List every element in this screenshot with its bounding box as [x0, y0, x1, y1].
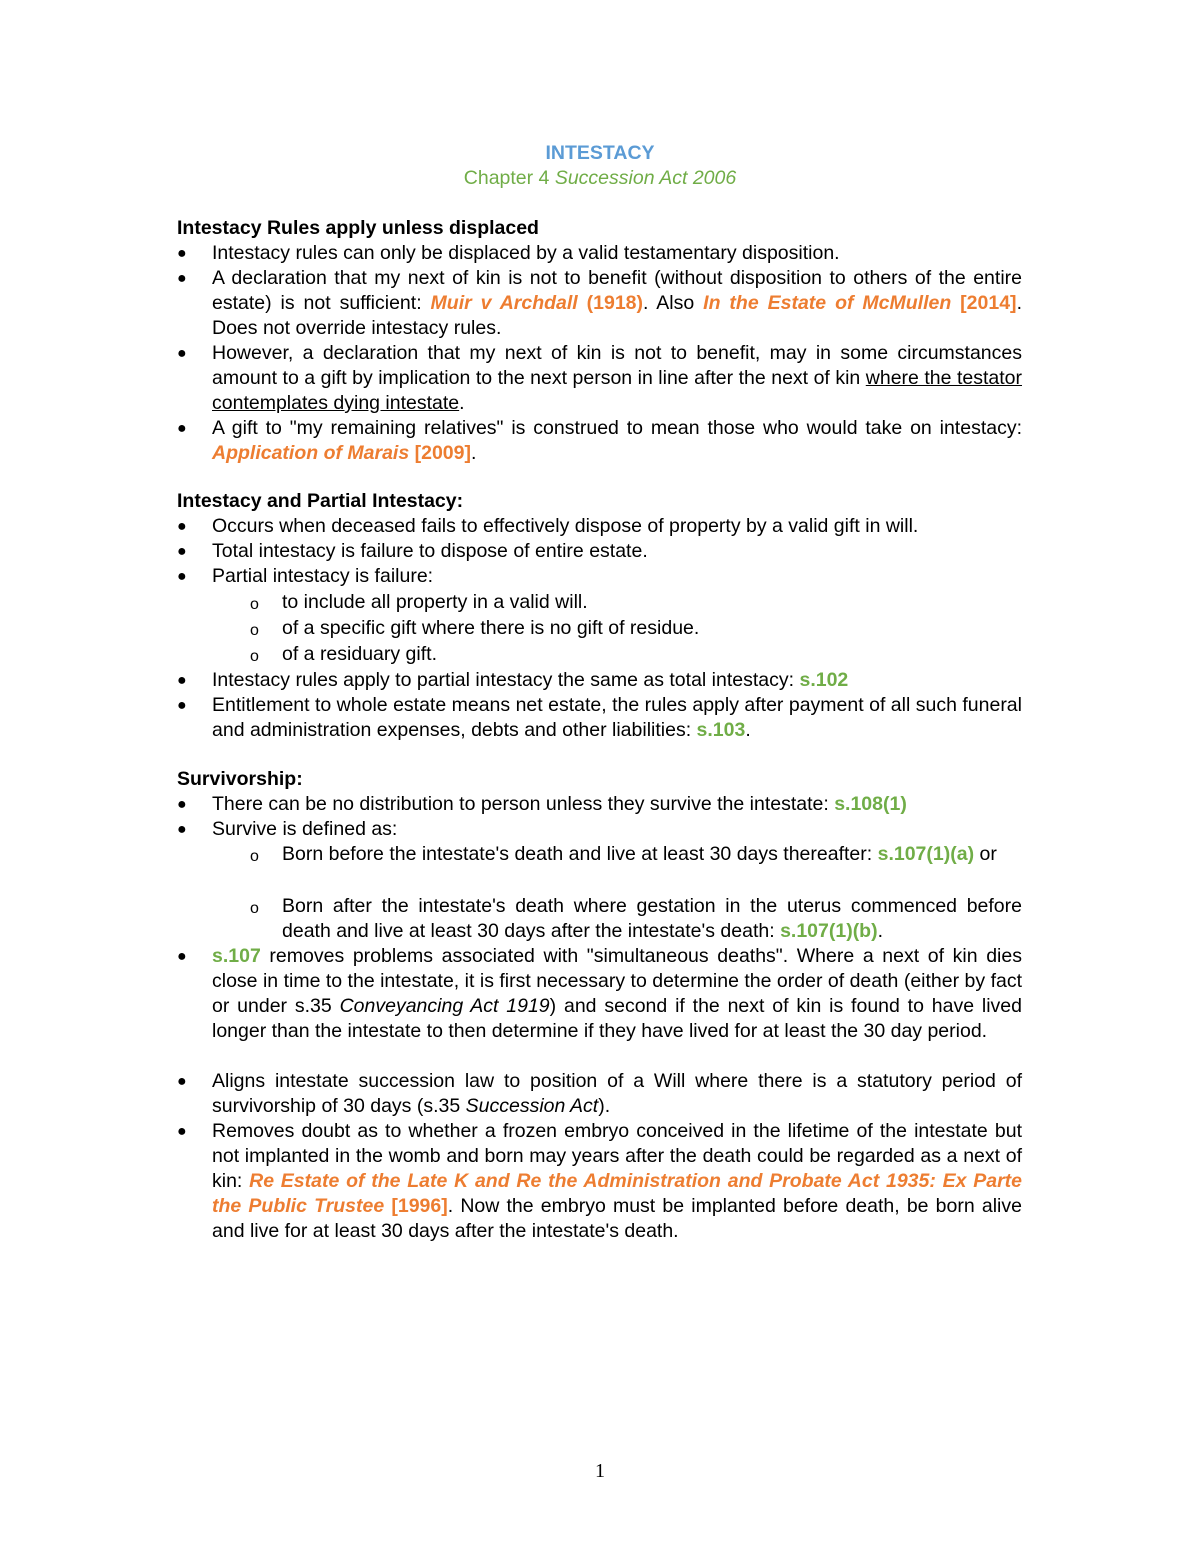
- section-heading-partial: Intestacy and Partial Intestacy:: [177, 490, 464, 512]
- subtitle-act: Succession Act 2006: [554, 167, 737, 189]
- text-run: Intestacy rules apply to partial intestacy the same as total intestacy:: [212, 669, 800, 691]
- act-name: Succession Act: [465, 1095, 599, 1117]
- document-title: INTESTACY: [545, 142, 655, 164]
- section-reference: s.108(1): [834, 793, 907, 815]
- bullet-dot-icon: ●: [177, 568, 187, 585]
- text-run: .: [471, 442, 477, 464]
- circle-o-icon: o: [250, 900, 259, 917]
- bullet-dot-icon: ●: [177, 518, 187, 535]
- case-citation: In the Estate of McMullen: [703, 292, 952, 314]
- case-year: [2009]: [409, 442, 471, 464]
- section-heading-displaced: Intestacy Rules apply unless displaced: [177, 217, 539, 239]
- bullet-dot-icon: ●: [177, 245, 187, 262]
- circle-o-icon: o: [250, 848, 259, 865]
- text-run: Born before the intestate's death and live at least 30 days thereafter:: [282, 843, 878, 865]
- text-run: .: [459, 392, 465, 414]
- section-reference: s.107(1)(a): [877, 843, 975, 865]
- bullet-dot-icon: ●: [177, 1123, 187, 1140]
- text-run: Born after the intestate's death where gestation in the uterus commenced before death and live at least 30 days after the intestate's death:: [282, 895, 1022, 942]
- text-run: Removes doubt as to whether a frozen embryo conceived in the lifetime of the intestate but not implanted in the womb and born may years after the death could be regarded as a next of kin:: [212, 1120, 1022, 1192]
- section-heading-survivorship: Survivorship:: [177, 768, 303, 790]
- list-item-text: [212, 266, 1022, 341]
- bullet-dot-icon: ●: [177, 948, 187, 965]
- bullet-dot-icon: ●: [177, 543, 187, 560]
- case-citation: Application of Marais: [212, 442, 410, 464]
- bullet-dot-icon: ●: [177, 270, 187, 287]
- act-name: Conveyancing Act 1919: [339, 995, 550, 1017]
- document-subtitle: [0, 166, 1200, 191]
- circle-o-icon: o: [250, 648, 259, 665]
- list-item-text: [212, 1069, 1022, 1119]
- list-item-text: Total intestacy is failure to dispose of entire estate.: [212, 540, 648, 562]
- sub-list-item-text: [282, 894, 1022, 944]
- text-run: Aligns intestate succession law to position of a Will where there is a statutory period of survivorship of 30 days (s.35: [212, 1070, 1022, 1117]
- circle-o-icon: o: [250, 622, 259, 639]
- bullet-dot-icon: ●: [177, 1073, 187, 1090]
- list-item-text: Survive is defined as:: [212, 818, 398, 840]
- underlined-text: where the testator contemplates dying intestate: [212, 367, 1022, 414]
- text-run: removes problems associated with "simultaneous deaths". Where a next of kin dies close in time to the intestate, it is first necessary to determine the order of death (either by fact or under s.35: [212, 945, 1022, 1017]
- list-item-text: Intestacy rules can only be displaced by a valid testamentary disposition.: [212, 242, 840, 264]
- text-run: A gift to "my remaining relatives" is construed to mean those who would take on intestacy:: [212, 417, 1022, 439]
- subtitle-prefix: Chapter 4: [463, 167, 555, 189]
- text-run: or: [974, 843, 997, 865]
- bullet-dot-icon: ●: [177, 697, 187, 714]
- list-item-text: [212, 416, 1022, 466]
- bullet-dot-icon: ●: [177, 420, 187, 437]
- case-citation: Muir v Archdall: [430, 292, 578, 314]
- text-run: .: [877, 920, 884, 942]
- text-run: Entitlement to whole estate means net estate, the rules apply after payment of all such funeral and administration expenses, debts and other liabilities:: [212, 694, 1022, 741]
- section-reference: s.102: [799, 669, 849, 691]
- case-year: [2014]: [951, 292, 1017, 314]
- list-item-text: [212, 944, 1022, 1044]
- text-run: . Now the embryo must be implanted before death, be born alive and live for at least 30 days after the intestate's death.: [212, 1195, 1022, 1242]
- list-item-text: [212, 668, 1022, 693]
- list-item-text: [212, 1119, 1022, 1244]
- case-year: (1918): [577, 292, 644, 314]
- text-run: . Also: [643, 292, 704, 314]
- case-year: [1996]: [384, 1195, 448, 1217]
- case-citation: Re Estate of the Late K and Re the Administration and Probate Act 1935: Ex Parte the Public Trustee: [212, 1170, 1022, 1217]
- text-run: A declaration that my next of kin is not to benefit (without disposition to others of the entire estate) is not sufficient:: [212, 267, 1022, 314]
- section-reference: s.103: [696, 719, 746, 741]
- bullet-dot-icon: ●: [177, 345, 187, 362]
- bullet-dot-icon: ●: [177, 821, 187, 838]
- sub-list-item-text: to include all property in a valid will.: [282, 591, 588, 613]
- list-item-text: [212, 792, 1022, 817]
- circle-o-icon: o: [250, 596, 259, 613]
- list-item-text: [212, 693, 1022, 743]
- bullet-dot-icon: ●: [177, 672, 187, 689]
- text-run: ) and second if the next of kin is found to have lived longer than the intestate to then determine if they have lived for at least the 30 day period.: [212, 995, 1022, 1042]
- bullet-dot-icon: ●: [177, 796, 187, 813]
- sub-list-item-text: of a specific gift where there is no gift of residue.: [282, 617, 700, 639]
- text-run: . Does not override intestacy rules.: [212, 292, 1022, 339]
- section-reference: s.107: [212, 945, 261, 967]
- sub-list-item-text: [282, 842, 1022, 867]
- text-run: There can be no distribution to person unless they survive the intestate:: [212, 793, 835, 815]
- list-item-text: [212, 341, 1022, 416]
- list-item-text: Partial intestacy is failure:: [212, 565, 434, 587]
- page-number: 1: [595, 1460, 605, 1482]
- section-reference: s.107(1)(b): [780, 920, 878, 942]
- text-run: ).: [598, 1095, 611, 1117]
- list-item-text: Occurs when deceased fails to effectively dispose of property by a valid gift in will.: [212, 515, 919, 537]
- text-run: .: [745, 719, 751, 741]
- sub-list-item-text: of a residuary gift.: [282, 643, 437, 665]
- text-run: However, a declaration that my next of kin is not to benefit, may in some circumstances amount to a gift by implication to the next person in line after the next of kin: [212, 342, 1022, 389]
